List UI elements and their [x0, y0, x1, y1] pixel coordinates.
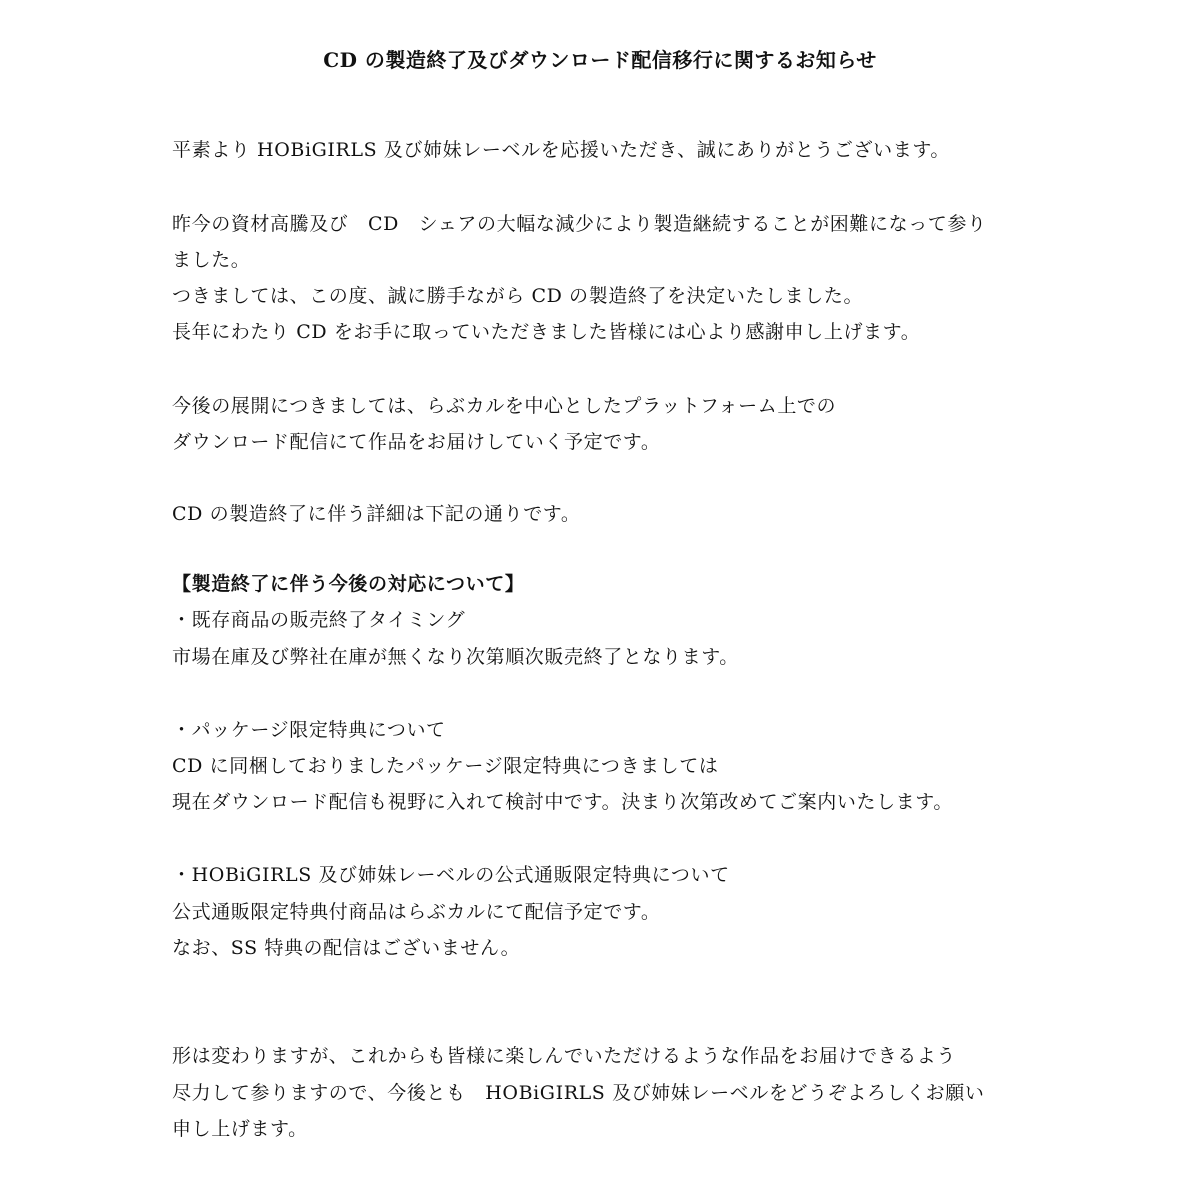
future-text-line-1: 今後の展開につきましては、らぶカルを中心としたプラットフォーム上での [172, 395, 837, 417]
details-intro-text: CD の製造終了に伴う詳細は下記の通りです。 [172, 503, 581, 525]
item-1-title: ・既存商品の販売終了タイミング [172, 609, 466, 631]
future-text-line-2: ダウンロード配信にて作品をお届けしていく予定です。 [172, 431, 661, 453]
reason-text-line-1: 昨今の資材高騰及び CD シェアの大幅な減少により製造継続することが困難になって参り [172, 213, 987, 235]
item-3-title: ・HOBiGIRLS 及び姉妹レーベルの公式通販限定特典について [172, 864, 730, 886]
section-heading: 【製造終了に伴う今後の対応について】 [172, 573, 525, 595]
greeting-text: 平素より HOBiGIRLS 及び姉妹レーベルを応援いただき、誠にありがとうございます。 [172, 139, 951, 161]
closing-text-line-3: 申し上げます。 [172, 1118, 308, 1140]
item-2-body-line-2: 現在ダウンロード配信も視野に入れて検討中です。決まり次第改めてご案内いたします。 [172, 791, 953, 813]
item-1-body: 市場在庫及び弊社在庫が無くなり次第順次販売終了となります。 [172, 646, 739, 668]
item-2-title: ・パッケージ限定特典について [172, 719, 446, 741]
item-3-body-line-1: 公式通販限定特典付商品はらぶカルにて配信予定です。 [172, 901, 661, 923]
item-2-body-line-1: CD に同梱しておりましたパッケージ限定特典につきましては [172, 755, 719, 777]
decision-text: つきましては、この度、誠に勝手ながら CD の製造終了を決定いたしました。 [172, 285, 864, 307]
page-title: CD の製造終了及びダウンロード配信移行に関するお知らせ [323, 48, 877, 72]
reason-text-line-2: ました。 [172, 249, 251, 271]
item-3-body-line-2: なお、SS 特典の配信はございません。 [172, 937, 521, 959]
closing-text-line-2: 尽力して参りますので、今後とも HOBiGIRLS 及び姉妹レーベルをどうぞよろしくお願い [172, 1082, 985, 1104]
thanks-text: 長年にわたり CD をお手に取っていただきました皆様には心より感謝申し上げます。 [172, 321, 921, 343]
closing-text-line-1: 形は変わりますが、これからも皆様に楽しんでいただけるような作品をお届けできるよう [172, 1045, 957, 1067]
